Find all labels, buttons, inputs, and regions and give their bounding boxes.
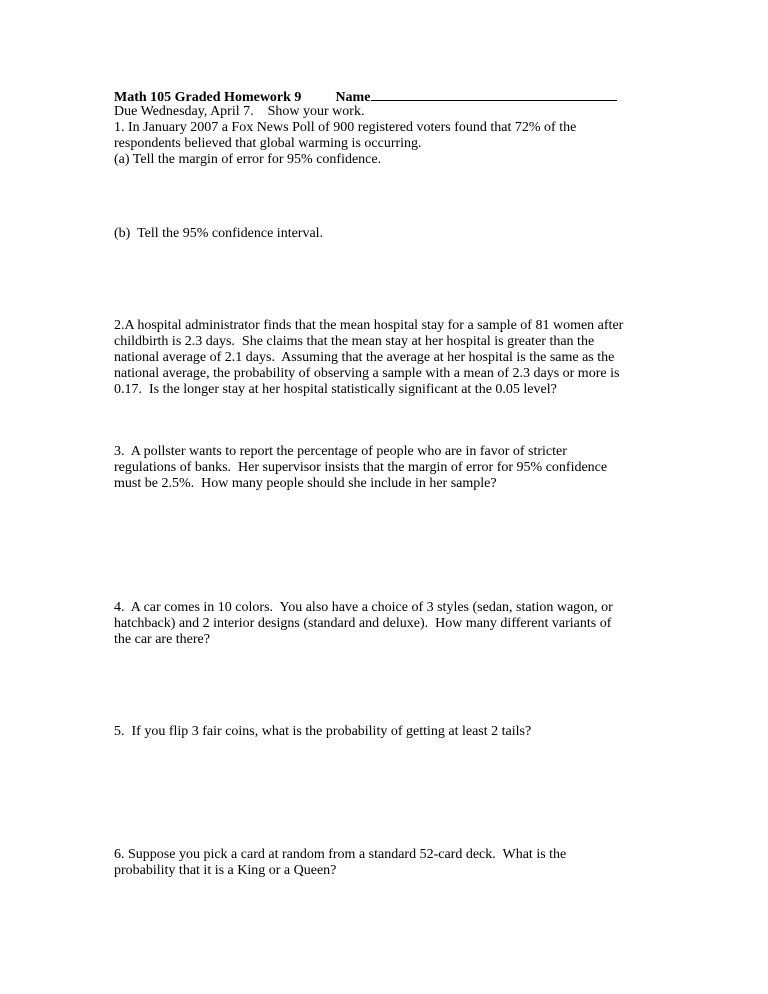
title-row [114, 88, 654, 104]
question-line: regulations of banks. Her supervisor insists that the margin of error for 95% confidence [114, 460, 608, 475]
question-line: probability that it is a King or a Queen? [114, 863, 337, 878]
question-line: (b) Tell the 95% confidence interval. [114, 226, 324, 241]
question-line: respondents believed that global warming is occurring. [114, 136, 422, 151]
name-label: Name [335, 90, 371, 105]
question-line: 6. Suppose you pick a card at random from a standard 52-card deck. What is the [114, 847, 567, 862]
question-line: must be 2.5%. How many people should she include in her sample? [114, 476, 497, 491]
question-line: 2.A hospital administrator finds that the mean hospital stay for a sample of 81 women after [114, 318, 624, 333]
homework-title: Math 105 Graded Homework 9 [114, 90, 302, 105]
question-line: 5. If you flip 3 fair coins, what is the probability of getting at least 2 tails? [114, 724, 532, 739]
question-line: 4. A car comes in 10 colors. You also have a choice of 3 styles (sedan, station wagon, or [114, 600, 613, 615]
question-4 [114, 600, 654, 648]
homework-header [114, 88, 654, 120]
question-line: hatchback) and 2 interior designs (standard and deluxe). How many different variants of [114, 616, 612, 631]
question-line: 3. A pollster wants to report the percentage of people who are in favor of stricter [114, 444, 567, 459]
question-line: (a) Tell the margin of error for 95% confidence. [114, 152, 382, 167]
due-date-line: Due Wednesday, April 7. Show your work. [114, 104, 365, 119]
question-1 [114, 120, 654, 168]
question-3 [114, 444, 654, 492]
question-2 [114, 318, 654, 398]
question-6 [114, 847, 654, 879]
question-line: 1. In January 2007 a Fox News Poll of 900 registered voters found that 72% of the [114, 120, 577, 135]
question-5 [114, 724, 654, 740]
question-line: national average, the probability of observing a sample with a mean of 2.3 days or more is [114, 366, 620, 381]
question-line: 0.17. Is the longer stay at her hospital statistically significant at the 0.05 level? [114, 382, 557, 397]
question-line: childbirth is 2.3 days. She claims that the mean stay at her hospital is greater than the [114, 334, 595, 349]
question-line: the car are there? [114, 632, 210, 647]
question-1b [114, 226, 654, 242]
question-line: national average of 2.1 days. Assuming that the average at her hospital is the same as the [114, 350, 615, 365]
name-blank-line [371, 88, 617, 101]
